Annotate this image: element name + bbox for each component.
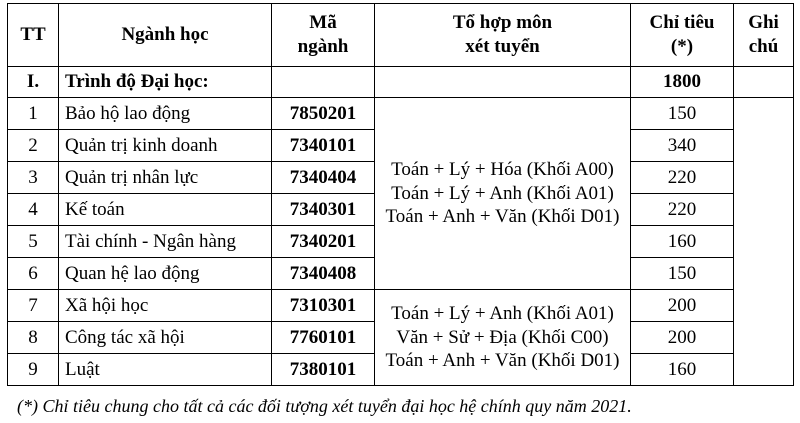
header-quota: Chỉ tiêu (*) xyxy=(631,4,734,67)
row-tt: 3 xyxy=(8,162,59,194)
combo-line: Toán + Anh + Văn (Khối D01) xyxy=(385,350,620,372)
row-tt: 7 xyxy=(8,290,59,322)
row-tt: 2 xyxy=(8,130,59,162)
row-major: Quản trị kinh doanh xyxy=(59,130,272,162)
row-code: 7340404 xyxy=(272,162,375,194)
combo-line: Toán + Lý + Anh (Khối A01) xyxy=(391,302,614,324)
row-tt: 1 xyxy=(8,98,59,130)
header-row xyxy=(8,4,794,67)
row-major: Xã hội học xyxy=(59,290,272,322)
section-code xyxy=(272,67,375,98)
table-row xyxy=(8,98,794,130)
header-major: Ngành học xyxy=(59,4,272,67)
section-row xyxy=(8,67,794,98)
combo-line: Toán + Anh + Văn (Khối D01) xyxy=(385,206,620,228)
row-code: 7340201 xyxy=(272,226,375,258)
note-column xyxy=(734,98,794,386)
header-note: Ghi chú xyxy=(734,4,794,67)
row-code: 7340408 xyxy=(272,258,375,290)
row-quota: 150 xyxy=(631,258,734,290)
row-major: Luật xyxy=(59,354,272,386)
section-combo xyxy=(375,67,631,98)
row-major: Kế toán xyxy=(59,194,272,226)
section-tt: I. xyxy=(8,67,59,98)
row-quota: 160 xyxy=(631,226,734,258)
row-tt: 6 xyxy=(8,258,59,290)
section-quota: 1800 xyxy=(631,67,734,98)
combo-line: Toán + Lý + Hóa (Khối A00) xyxy=(391,158,614,180)
row-quota: 220 xyxy=(631,162,734,194)
row-quota: 340 xyxy=(631,130,734,162)
combo-group-2 xyxy=(375,290,631,386)
header-combo: Tổ hợp môn xét tuyển xyxy=(375,4,631,67)
row-major: Quản trị nhân lực xyxy=(59,162,272,194)
row-major: Công tác xã hội xyxy=(59,322,272,354)
row-code: 7760101 xyxy=(272,322,375,354)
section-note xyxy=(734,67,794,98)
row-major: Tài chính - Ngân hàng xyxy=(59,226,272,258)
row-tt: 5 xyxy=(8,226,59,258)
row-quota: 200 xyxy=(631,290,734,322)
row-code: 7310301 xyxy=(272,290,375,322)
combo-group-1 xyxy=(375,98,631,290)
row-tt: 8 xyxy=(8,322,59,354)
combo-line: Văn + Sử + Địa (Khối C00) xyxy=(396,326,609,348)
row-tt: 4 xyxy=(8,194,59,226)
row-code: 7850201 xyxy=(272,98,375,130)
footnote: (*) Chỉ tiêu chung cho tất cả các đối tượng xét tuyển đại học hệ chính quy năm 2021. xyxy=(17,396,632,416)
row-quota: 160 xyxy=(631,354,734,386)
row-tt: 9 xyxy=(8,354,59,386)
admission-table xyxy=(7,3,794,386)
header-tt: TT xyxy=(8,4,59,67)
row-code: 7340301 xyxy=(272,194,375,226)
section-title: Trình độ Đại học: xyxy=(59,67,272,98)
row-major: Quan hệ lao động xyxy=(59,258,272,290)
row-major: Bảo hộ lao động xyxy=(59,98,272,130)
combo-line: Toán + Lý + Anh (Khối A01) xyxy=(391,182,614,204)
row-code: 7380101 xyxy=(272,354,375,386)
row-quota: 220 xyxy=(631,194,734,226)
row-quota: 200 xyxy=(631,322,734,354)
row-quota: 150 xyxy=(631,98,734,130)
table-row xyxy=(8,290,794,322)
header-code: Mã ngành xyxy=(272,4,375,67)
row-code: 7340101 xyxy=(272,130,375,162)
